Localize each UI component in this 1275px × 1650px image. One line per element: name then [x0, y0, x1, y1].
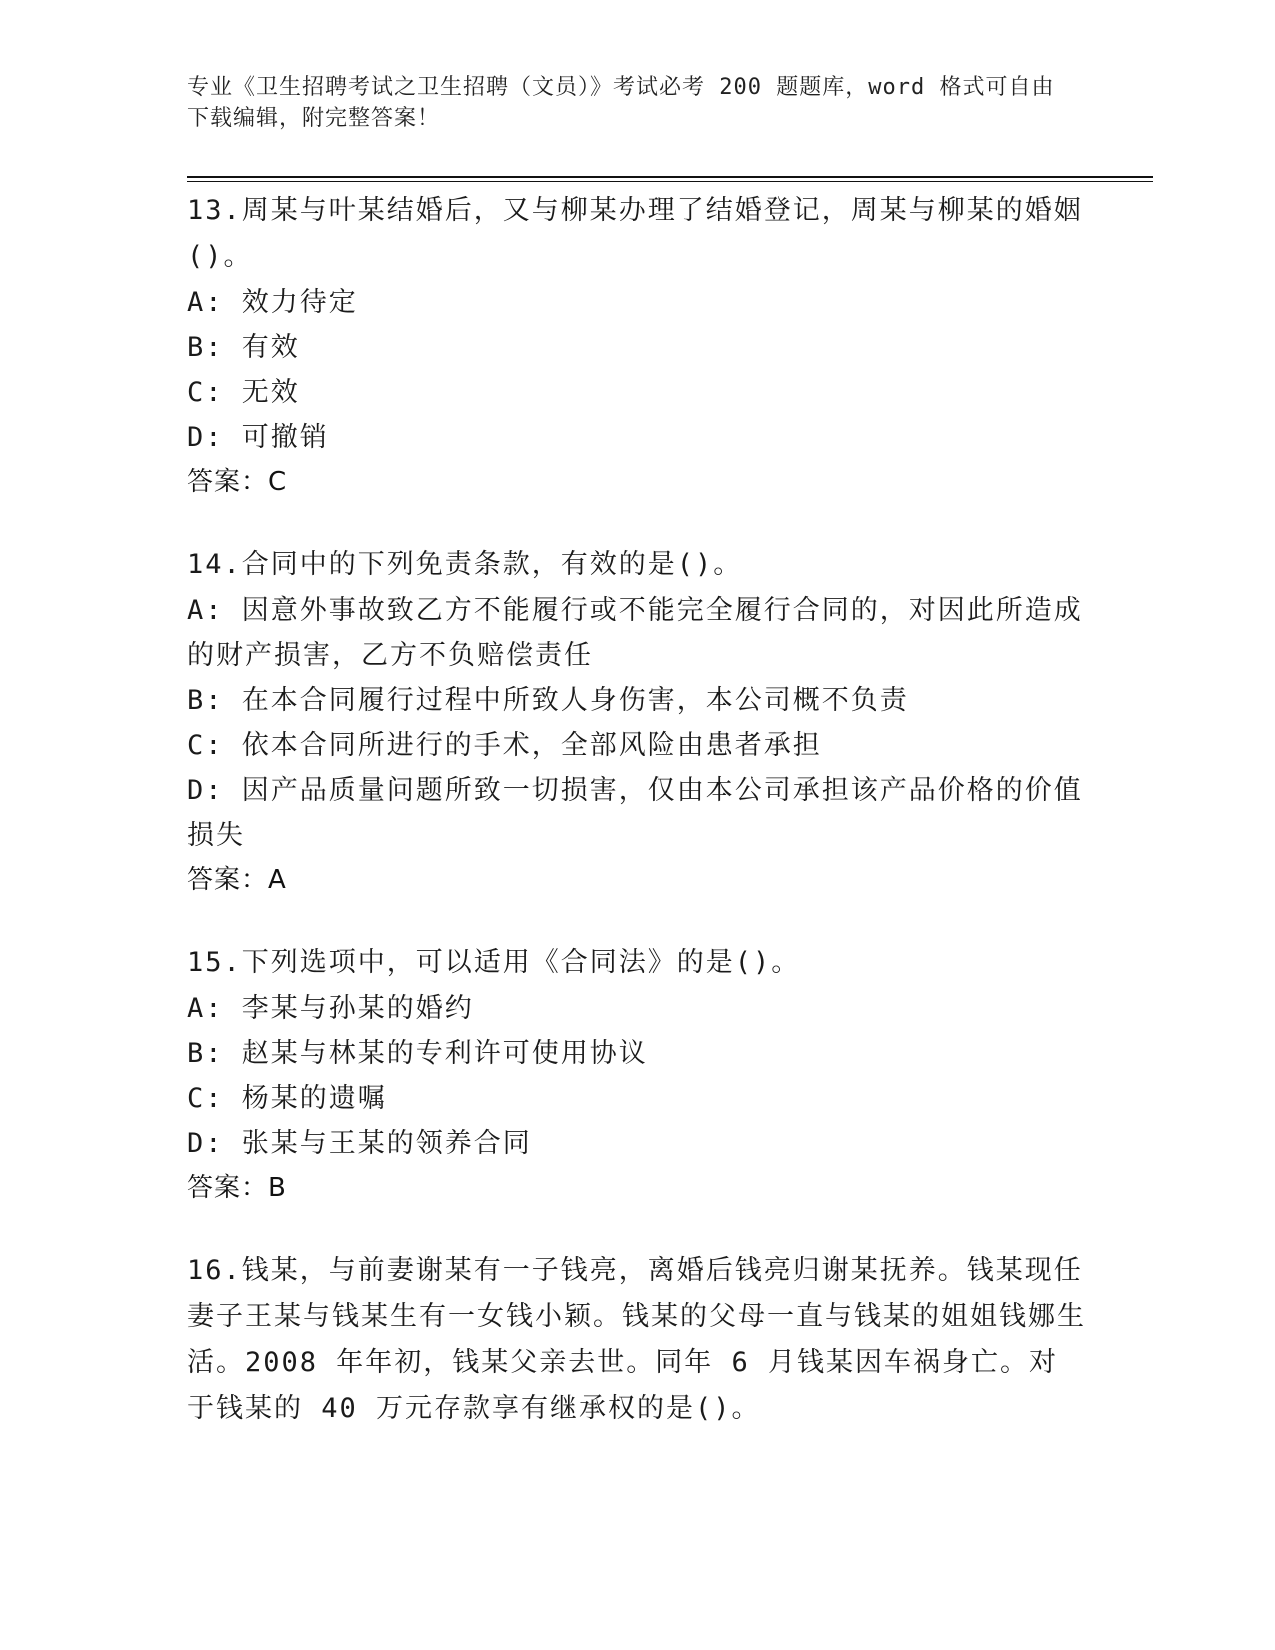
option-c: C: 无效: [187, 377, 300, 408]
answer-line: 答案：A: [187, 865, 287, 895]
option-a: A: 效力待定: [187, 287, 358, 318]
option-d: D: 因产品质量问题所致一切损害，仅由本公司承担该产品价格的价值损失: [187, 775, 1083, 851]
answer-line: 答案：B: [187, 1173, 287, 1203]
question-15: [187, 940, 1087, 1210]
question-13: [187, 188, 1087, 504]
question-16: [187, 1248, 1087, 1432]
option-a: A: 李某与孙某的婚约: [187, 993, 474, 1024]
question-stem: 13.周某与叶某结婚后，又与柳某办理了结婚登记，周某与柳某的婚姻()。: [187, 195, 1083, 272]
option-d: D: 张某与王某的领养合同: [187, 1128, 532, 1159]
question-list: [187, 188, 1087, 1470]
option-d: D: 可撤销: [187, 422, 329, 453]
option-c: C: 杨某的遗嘱: [187, 1083, 387, 1114]
option-b: B: 有效: [187, 332, 300, 363]
question-stem: 15.下列选项中，可以适用《合同法》的是()。: [187, 947, 801, 978]
option-b: B: 在本合同履行过程中所致人身伤害，本公司概不负责: [187, 685, 909, 716]
option-b: B: 赵某与林某的专利许可使用协议: [187, 1038, 648, 1069]
question-stem: 16.钱某，与前妻谢某有一子钱亮，离婚后钱亮归谢某抚养。钱某现任妻子王某与钱某生有一女钱小颖。钱某的父母一直与钱某的姐姐钱娜生活。2008 年年初，钱某父亲去世。同年 6 月钱某因车祸身亡。对于钱某的 40 万元存款享有继承权的是()。: [187, 1255, 1086, 1424]
question-stem: 14.合同中的下列免责条款，有效的是()。: [187, 549, 743, 580]
header-rule-thick: [187, 176, 1153, 178]
option-a: A: 因意外事故致乙方不能履行或不能完全履行合同的，对因此所造成的财产损害，乙方不负赔偿责任: [187, 595, 1083, 671]
header-rule-thin: [187, 181, 1153, 182]
option-c: C: 依本合同所进行的手术，全部风险由患者承担: [187, 730, 822, 761]
answer-line: 答案：C: [187, 467, 288, 497]
document-header: 专业《卫生招聘考试之卫生招聘（文员）》考试必考 200 题题库，word 格式可自由下载编辑，附完整答案！: [187, 75, 1055, 131]
question-14: [187, 542, 1087, 902]
